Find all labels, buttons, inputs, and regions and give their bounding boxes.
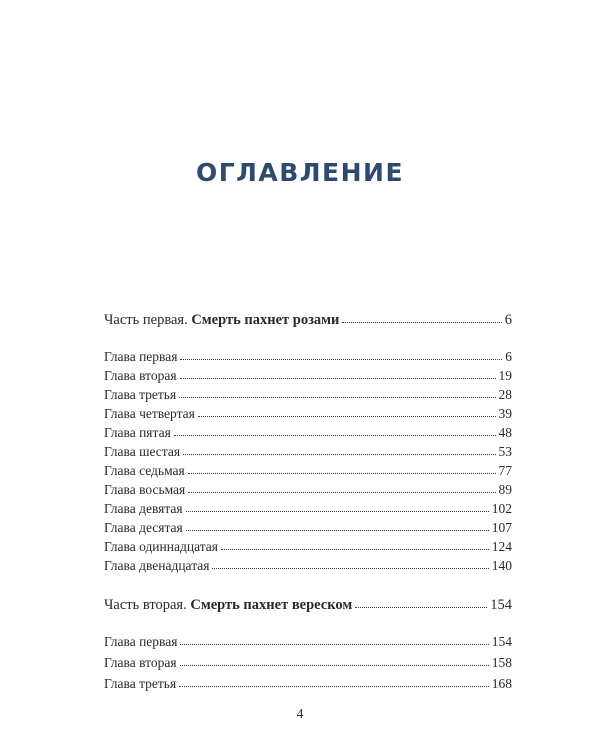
toc-chapter[interactable] xyxy=(104,501,512,517)
chapter-label: Глава шестая xyxy=(104,444,181,459)
dot-leader xyxy=(180,351,502,361)
toc-chapter[interactable] xyxy=(104,558,512,574)
page-number: 28 xyxy=(498,387,512,402)
toc-chapter[interactable] xyxy=(104,444,512,460)
toc-chapter[interactable] xyxy=(104,676,512,692)
part-name: Смерть пахнет розами xyxy=(191,312,340,328)
toc-chapter[interactable] xyxy=(104,634,512,650)
toc-chapter[interactable] xyxy=(104,368,512,384)
toc-part-1[interactable] xyxy=(104,311,512,329)
page-number: 6 xyxy=(505,349,512,364)
part-label xyxy=(104,311,339,329)
chapter-label: Глава седьмая xyxy=(104,463,185,478)
toc-chapter[interactable] xyxy=(104,387,512,403)
dot-leader xyxy=(179,678,489,688)
chapter-label: Глава вторая xyxy=(104,368,177,383)
toc-chapter[interactable] xyxy=(104,482,512,498)
page-number: 107 xyxy=(491,520,512,535)
toc-title: ОГЛАВЛЕНИЕ xyxy=(195,158,405,187)
page-number: 39 xyxy=(498,406,512,421)
page-number: 77 xyxy=(498,463,512,478)
toc-chapter[interactable] xyxy=(104,520,512,536)
chapter-label: Глава двенадцатая xyxy=(104,558,210,573)
part-name: Смерть пахнет вереском xyxy=(190,597,353,613)
dot-leader xyxy=(186,503,489,513)
dot-leader xyxy=(179,389,495,399)
toc-part-2[interactable] xyxy=(104,596,512,614)
toc-chapter[interactable] xyxy=(104,463,512,479)
toc-chapter[interactable] xyxy=(104,406,512,422)
page-number: 154 xyxy=(490,597,512,613)
chapter-label: Глава девятая xyxy=(104,501,183,516)
page-number: 168 xyxy=(491,676,512,691)
chapter-label: Глава одиннадцатая xyxy=(104,539,218,554)
dot-leader xyxy=(186,522,489,532)
dot-leader xyxy=(355,599,487,609)
chapter-label: Глава первая xyxy=(104,349,178,364)
dot-leader xyxy=(183,446,495,456)
dot-leader xyxy=(188,465,496,475)
toc-chapter[interactable] xyxy=(104,425,512,441)
dot-leader xyxy=(188,484,495,494)
page-number: 53 xyxy=(498,444,512,459)
page-number: 102 xyxy=(491,501,512,516)
chapter-label: Глава третья xyxy=(104,676,177,691)
dot-leader xyxy=(342,314,501,324)
page-number: 19 xyxy=(498,368,512,383)
chapter-label: Глава пятая xyxy=(104,425,171,440)
dot-leader xyxy=(174,427,496,437)
chapter-label: Глава восьмая xyxy=(104,482,186,497)
dot-leader xyxy=(180,657,489,667)
part-label xyxy=(104,596,352,614)
page-number: 89 xyxy=(498,482,512,497)
page-number: 140 xyxy=(491,558,512,573)
part-prefix: Часть первая. xyxy=(104,312,188,328)
chapter-label: Глава третья xyxy=(104,387,177,402)
chapter-label: Глава первая xyxy=(104,634,178,649)
toc-chapter[interactable] xyxy=(104,349,512,365)
page-number: 6 xyxy=(504,312,512,328)
dot-leader xyxy=(221,541,489,551)
page-number: 124 xyxy=(491,539,512,554)
dot-leader xyxy=(180,370,496,380)
dot-leader xyxy=(212,560,488,570)
toc-chapter[interactable] xyxy=(104,539,512,555)
chapter-label: Глава десятая xyxy=(104,520,183,535)
toc-chapter[interactable] xyxy=(104,655,512,671)
chapter-label: Глава четвертая xyxy=(104,406,195,421)
dot-leader xyxy=(180,636,488,646)
page-number: 154 xyxy=(491,634,512,649)
dot-leader xyxy=(198,408,496,418)
part-prefix: Часть вторая. xyxy=(104,597,187,613)
page-number: 48 xyxy=(498,425,512,440)
page-number: 158 xyxy=(491,655,512,670)
chapter-label: Глава вторая xyxy=(104,655,177,670)
page-folio-number: 4 xyxy=(296,706,304,721)
